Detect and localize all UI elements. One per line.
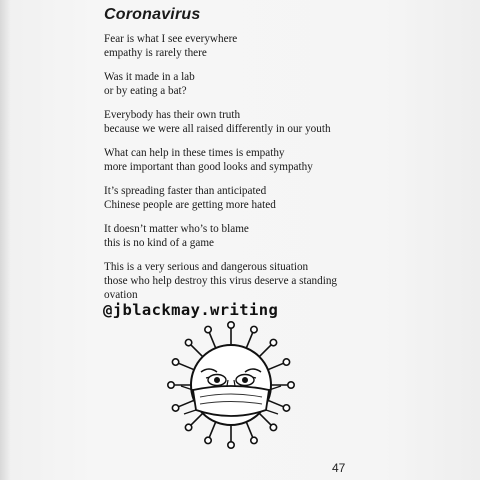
page-number: 47: [332, 461, 346, 475]
stanza: [104, 146, 404, 174]
poem-line: Everybody has their own truth: [104, 109, 241, 121]
stanza: [104, 32, 404, 60]
poem-line: those who help destroy this virus deserve a standing: [104, 275, 338, 287]
poem-line: Chinese people are getting more hated: [104, 199, 276, 211]
poem-line: This is a very serious and dangerous situation: [104, 261, 309, 273]
poem-line: Was it made in a lab: [104, 71, 195, 83]
page-spine-shadow: [0, 0, 10, 480]
author-handle: @jblackmay.writing: [103, 301, 279, 319]
poem-line: It’s spreading faster than anticipated: [104, 185, 267, 197]
poem-line: What can help in these times is empathy: [104, 147, 285, 159]
poem-line: this is no kind of a game: [104, 237, 214, 249]
poem-line: Fear is what I see everywhere: [104, 33, 238, 45]
poem-line: ovation: [104, 289, 138, 301]
poem: [104, 6, 404, 312]
stanza: [104, 70, 404, 98]
poem-line: or by eating a bat?: [104, 85, 187, 97]
stanza: [104, 222, 404, 250]
stanza: [104, 184, 404, 212]
stanza: [104, 260, 404, 302]
poem-title: Coronavirus: [104, 6, 201, 23]
poem-line: It doesn’t matter who’s to blame: [104, 223, 249, 235]
stanza: [104, 108, 404, 136]
poem-line: empathy is rarely there: [104, 47, 207, 59]
masked-virus-icon: [166, 320, 296, 450]
poem-line: more important than good looks and sympathy: [104, 161, 313, 173]
poem-body: [104, 32, 404, 302]
poem-line: because we were all raised differently in our youth: [104, 123, 331, 135]
